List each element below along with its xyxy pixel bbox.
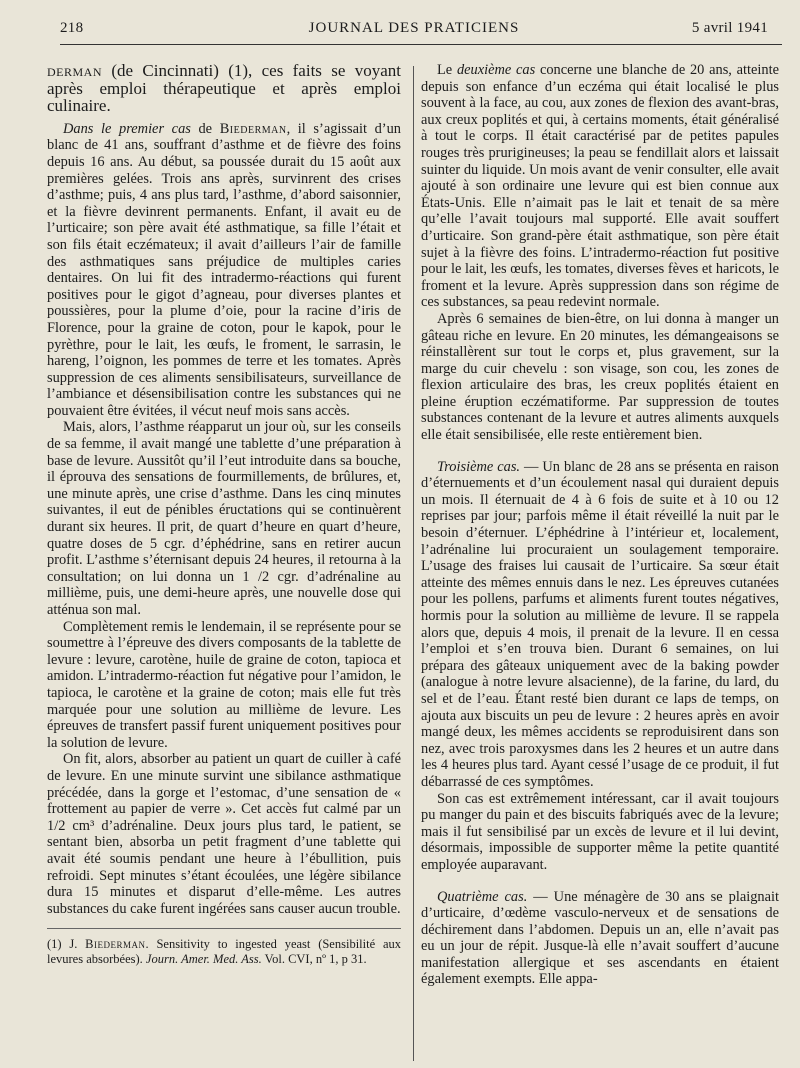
case-two-followup-paragraph: Après 6 semaines de bien-être, on lui donna à manger un gâteau riche en levure. En 20 minutes, les démangeaisons se réinstallèrent sur tout le corps et, plus gravement, sur la marge du cuir chevelu : son visage, son cou, les zones de flexion articulaire des bras, les creux poplités étaient en pleine éruption eczématiforme. Par suppression de toutes substances contenant de la levure et autres aliments auxquels elle était sensibilisée, elle reste entièrement bien. [421, 310, 779, 444]
case-four-paragraph [421, 889, 779, 989]
opening-paragraph [47, 62, 401, 115]
issue-date: 5 avril 1941 [691, 20, 768, 36]
case-one-author: Biederman [219, 120, 287, 137]
author-name-fragment: derman [47, 62, 103, 80]
opening-text: (de Cincinnati) (1), ces faits se voyant après emploi thérapeutique et après emploi culinaire. [47, 62, 401, 116]
case-one-heading: Dans le premier cas [63, 120, 191, 137]
case-one-paragraph [47, 121, 401, 420]
case-one-text: , il s’agissait d’un blanc de 41 ans, souffrant d’asthme et de fièvre des foins depuis 16 ans. Au début, sa poussée durait du 15 août aux premières gelées. Trois ans après, survinrent des crises d’asthme; puis, 4 ans plus tard, l’asthme, d’abord saisonnier, et la fièvre devinrent permanents. Enfant, il avait eu de l’urticaire; son père avait été asthmatique, sa fille l’était et son fils était eczémateux; il avait d’ailleurs l’air de famille des asthmatiques sans préjudice de multiples caries dentaires. On lui fit des intradermo-réactions qui furent positives pour le gigot d’agneau, pour diverses plantes et poussières, pour la plume d’oie, pour la racine d’iris de Florence, pour la graine de coton, pour le kapok, pour le pyrèthre, pour le lait, les œufs, le froment, le sarrasin, le hareng, l’oignon, les pommes de terre et les tomates. Après suppression de ces aliments sensibilisateurs, surveillance de l’ambiance et désensibilisation contre les substances qui ne pouvaient être évitées, il vécut neuf mois sans accès. [47, 120, 401, 419]
case-four-text: — Une ménagère de 30 ans se plaignait d’urticaire, d’œdème vasculo-nerveux et de sensations de déchirement dans l’abdomen. Depuis un an, elle n’avait pas eu un jour de répit. Jusque-là elle n’avait souffert d’aucune manifestation allergique et ses ascendants en étaient également exempts. Elle appa- [421, 888, 779, 988]
case-three-text: — Un blanc de 28 ans se présenta en raison d’éternuements et d’un écoulement nasal qui duraient depuis un mois. Il éternuait de 4 à 6 fois de suite et à 10 ou 12 reprises par jour; parfois même il était réveillé la nuit par le besoin d’éternuer. L’éphédrine à l’intérieur et, localement, l’adrénaline lui procuraient un soulagement temporaire. L’usage des fraises lui causait de l’urticaire. Sa sœur était atteinte des mêmes ennuis dans le nez. Les épreuves cutanées pour les pollens, parfums et aliments furent toutes négatives, hormis pour la solution au millième de levure. Il se rappela alors que, depuis 4 mois, il prenait de la levure. Il en cessa l’emploi et s’en trouva bien. Durant 6 semaines, on lui prépara des gâteaux uniquement avec de la baking powder (analogue à notre levure alsacienne), de la farine, du lard, du sel et de l’eau. Étant resté bien durant ce laps de temps, on ajouta aux biscuits un peu de levure : 2 heures après en avoir mangé deux, les mêmes accidents se reproduisirent dans son nez, avec trois paroxysmes dans les 2 heures et un autre dans les 4 heures plus tard. Ayant cessé l’usage de ce produit, il fut débarrassé de ces symptômes. [421, 458, 779, 790]
footnote-title: . Sensitivity to ingested yeast (Sensibilité aux levures absorbées). [47, 937, 401, 967]
column-divider [413, 66, 414, 1061]
footnote-reference: Vol. CVI, nº 1, p 31. [261, 952, 367, 967]
case-two-prefix: Le [437, 62, 457, 78]
footnote [47, 937, 401, 967]
page-number: 218 [60, 20, 84, 36]
right-column [421, 62, 779, 1062]
left-column [47, 62, 401, 1062]
footnote-author: Biederman [85, 937, 146, 952]
footnote-number: (1) J. [47, 937, 86, 952]
case-one-tests-paragraph: Complètement remis le lendemain, il se représente pour se soumettre à l’épreuve des divers composants de la tablette de levure : levure, carotène, huile de graine de coton, tapioca et amidon. L’intradermo-réaction fut négative pour l’amidon, le tapioca, le carotène et la graine de coton; mais elle fut très marquée pour une solution au millième de levure. Les épreuves de transfert passif furent uniquement positives pour la solution de levure. [47, 618, 401, 751]
case-one-challenge-paragraph: On fit, alors, absorber au patient un quart de cuiller à café de levure. En une minute survint une sibilance asthmatique précédée, dans la gorge et l’estomac, d’une sensation de « frottement au papier de verre ». Cet accès fut calmé par un 1/2 cm³ d’adrénaline. Deux jours plus tard, le patient, se sentant bien, absorba un petit fragment d’une tablette qui avait été soumis pendant une heure à l’ébullition, puis refroidi. Sept minutes s’étant écoulées, une légère sibilance dura 15 minutes et disparut d’elle-même. Les autres substances du cake furent ingérées sans causer aucun trouble. [47, 751, 401, 917]
case-three-paragraph [421, 459, 779, 791]
case-one-connector: de [190, 120, 220, 137]
case-three-comment-paragraph: Son cas est extrêmement intéressant, car il avait toujours pu manger du pain et des biscuits fabriqués avec de la levure; mais il fut sensibilisé par un excès de levure et il lui devint, désormais, impossible de supporter même la petite quantité employée auparavant. [421, 790, 779, 873]
case-four-heading: Quatrième cas. [437, 888, 528, 905]
footnote-journal: Journ. Amer. Med. Ass. [145, 952, 262, 967]
footnote-rule [47, 928, 401, 929]
case-two-text: concerne une blanche de 20 ans, atteinte depuis son enfance d’un eczéma qui était localisé le plus souvent à la face, au cou, aux zones de flexion des avant-bras, aux creux poplités et qui, à certains moments, était généralisé à tout le corps. Il était caractérisé par de petites papules rouges très prurigineuses; la peau se fendillait alors et laissait suinter du liquide. Un mois avant de venir consulter, elle avait ajouté à son ordinaire une levure qui est bien connue aux États-Unis. Elle n’aimait pas le lait et tenait de sa mère qu’elle l’avait toujours mal supporté. Elle avait souffert d’urticaire. Son grand-père était asthmatique, son père était sujet à la fièvre des foins. L’intradermo-réaction fut positive pour le lait, les œufs, les tomates, diverses fèves et haricots, le froment et la levure. Après suppression dans son régime de ces substances, sa peau redevint normale. [421, 62, 779, 311]
case-one-relapse-paragraph: Mais, alors, l’asthme réapparut un jour où, sur les conseils de sa femme, il avait mangé une tablette d’une préparation à base de levure. Aussitôt qu’il l’eut introduite dans sa bouche, il éprouva des sensations de fourmillements, de brûlures, et, une minute après, une crise d’asthme. Dans les cinq minutes suivantes, il eut de pénibles éructations qui se continuèrent durant six heures. Il prit, de quart d’heure en quart d’heure, quatre doses de 5 cgr. d’éphédrine, sans en retirer aucun profit. L’asthme s’éternisant depuis 24 heures, il retourna à la consultation; on lui donna un 1 /2 cgr. d’adrénaline au millième, puis, une demi-heure après, une nouvelle dose qui atténua son mal. [47, 419, 401, 618]
case-two-heading: deuxième cas [456, 62, 536, 78]
running-header [60, 18, 768, 42]
header-rule [60, 44, 782, 45]
case-two-paragraph [421, 62, 779, 311]
case-three-heading: Troisième cas. [437, 458, 521, 475]
journal-title: JOURNAL DES PRATICIENS [308, 20, 520, 36]
